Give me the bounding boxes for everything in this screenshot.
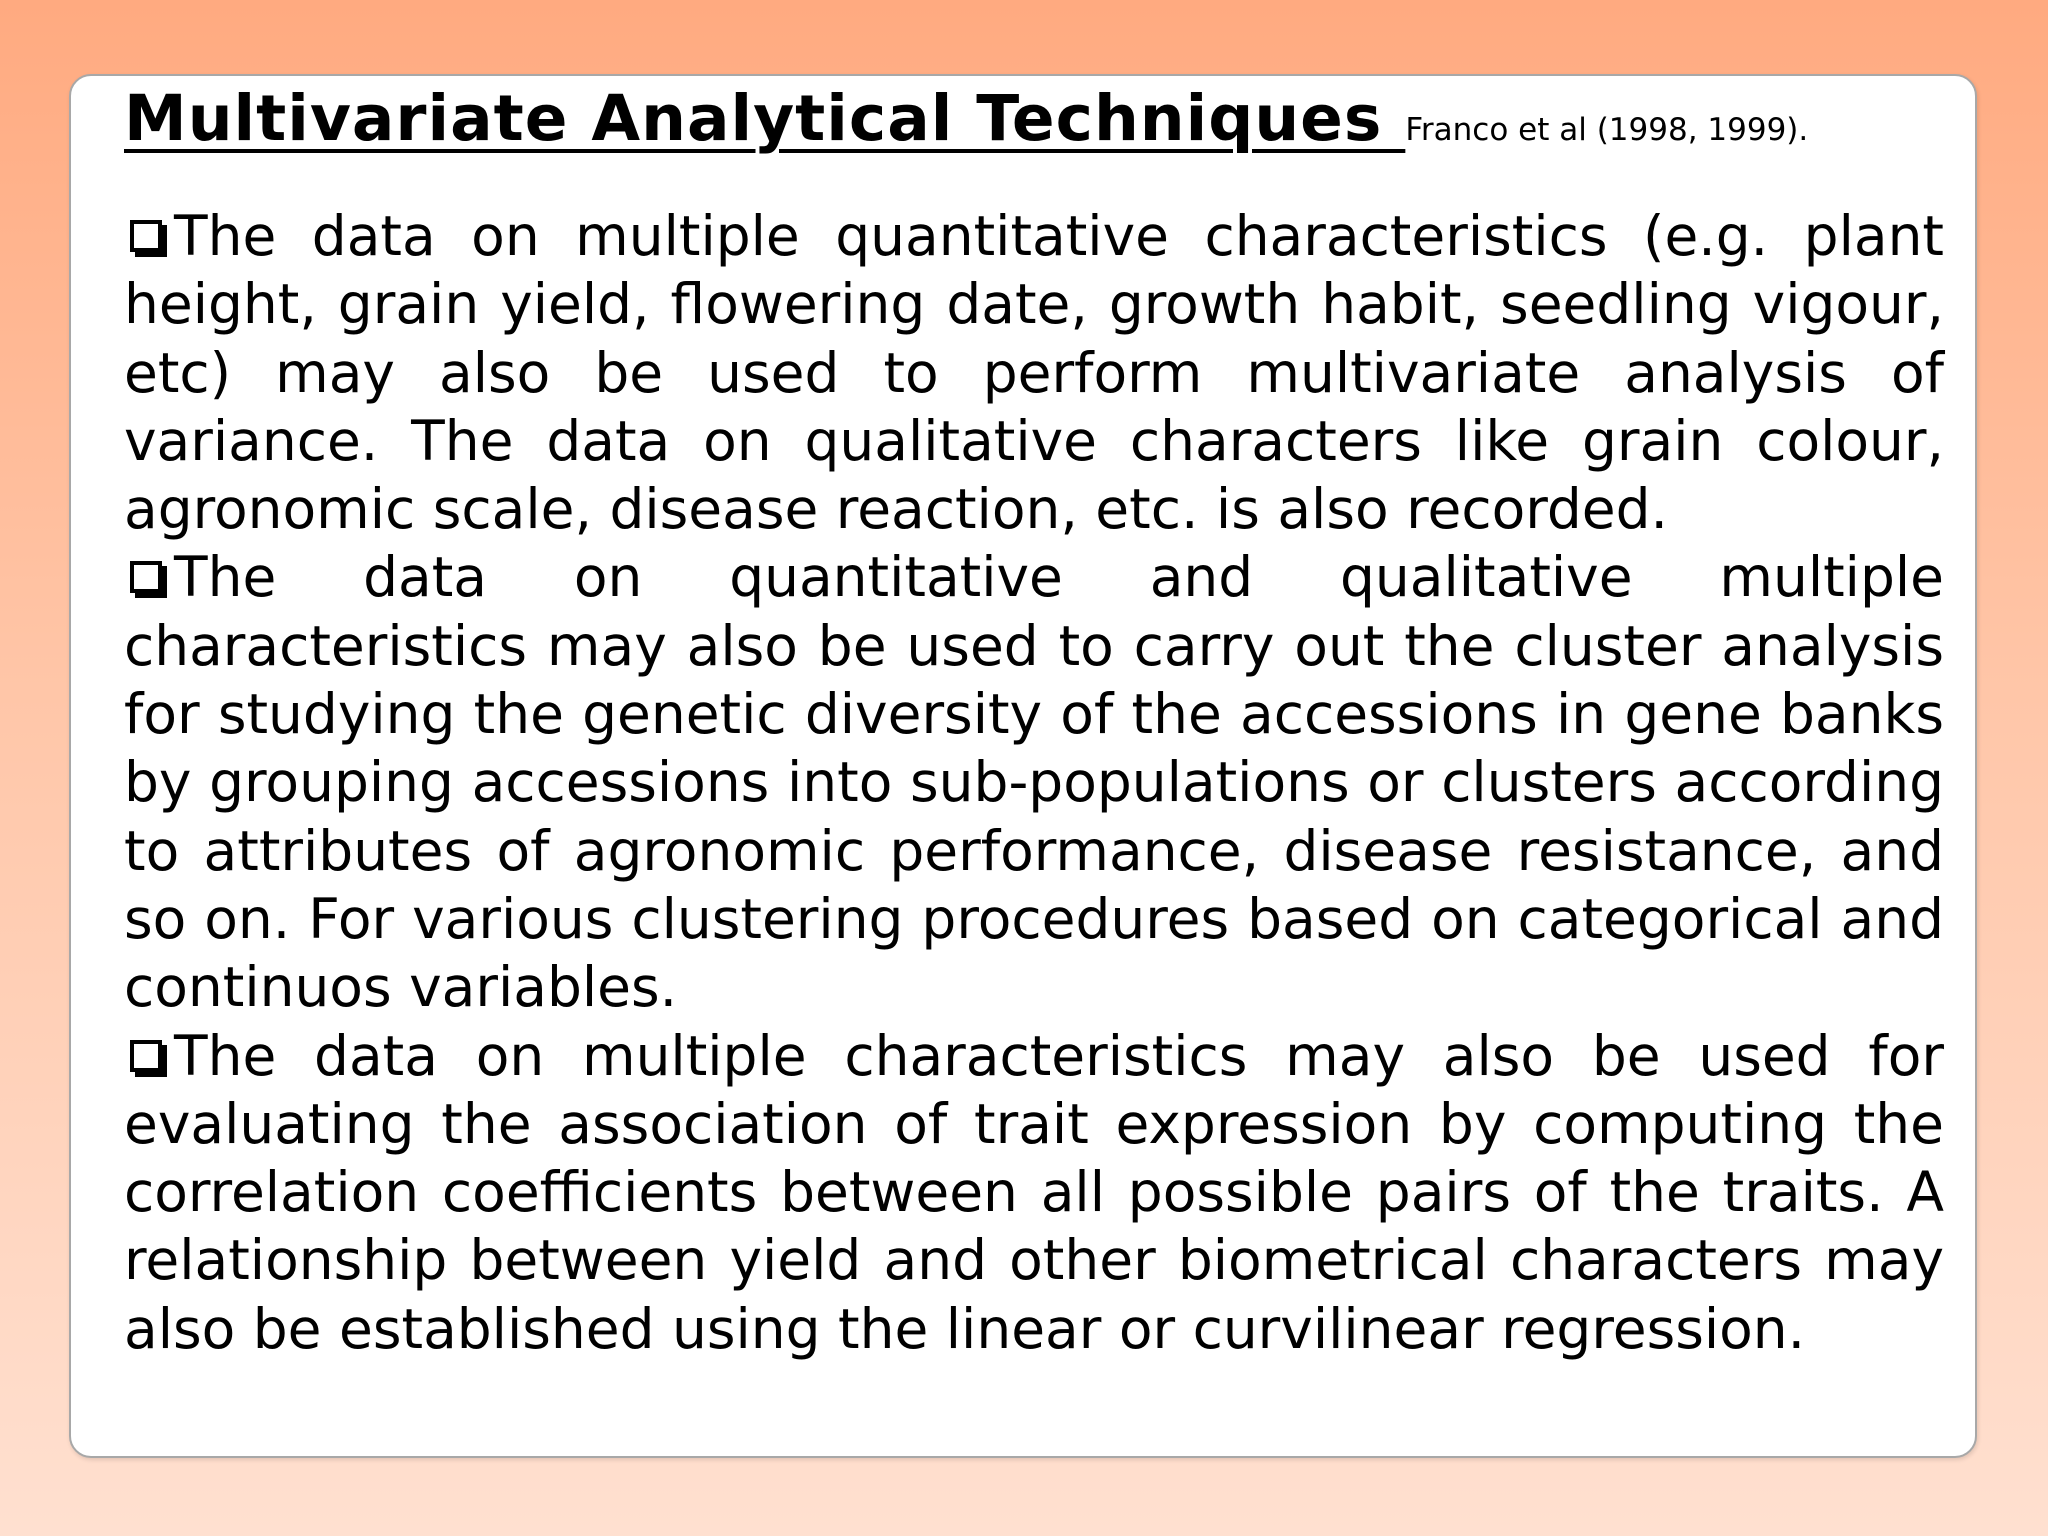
paragraph-text: The data on quantitative and qualitative multiple characteristics may also be used to carry out the cluster analysis for studying the genetic diversity of the accessions in gene banks by grouping accessions into sub-populations or clusters according to attributes of agronomic performance, disease resistance, and so on. For various clustering procedures based on categorical and continuos variables. <box>124 545 1944 1020</box>
title-row <box>124 82 1944 155</box>
citation: Franco et al (1998, 1999). <box>1405 112 1809 148</box>
hollow-square-bullet-icon <box>130 1040 162 1072</box>
slide-body <box>124 202 1944 1363</box>
bullet-paragraph-3 <box>124 1022 1944 1363</box>
bullet-paragraph-2 <box>124 543 1944 1021</box>
paragraph-text: The data on multiple quantitative characteristics (e.g. plant height, grain yield, flowering date, growth habit, seedling vigour, etc) may also be used to perform multivariate analysis of variance. The data on qualitative characters like grain colour, agronomic scale, disease reaction, etc. is also recorded. <box>124 204 1944 542</box>
bullet-paragraph-1 <box>124 202 1944 543</box>
hollow-square-bullet-icon <box>130 220 162 252</box>
paragraph-text: The data on multiple characteristics may also be used for evaluating the association of trait expression by computing the correlation coefficients between all possible pairs of the traits. A relationship between yield and other biometrical characters may also be established using the linear or curvilinear regression. <box>124 1023 1944 1361</box>
hollow-square-bullet-icon <box>130 561 162 593</box>
slide-title: Multivariate Analytical Techniques <box>124 82 1406 155</box>
